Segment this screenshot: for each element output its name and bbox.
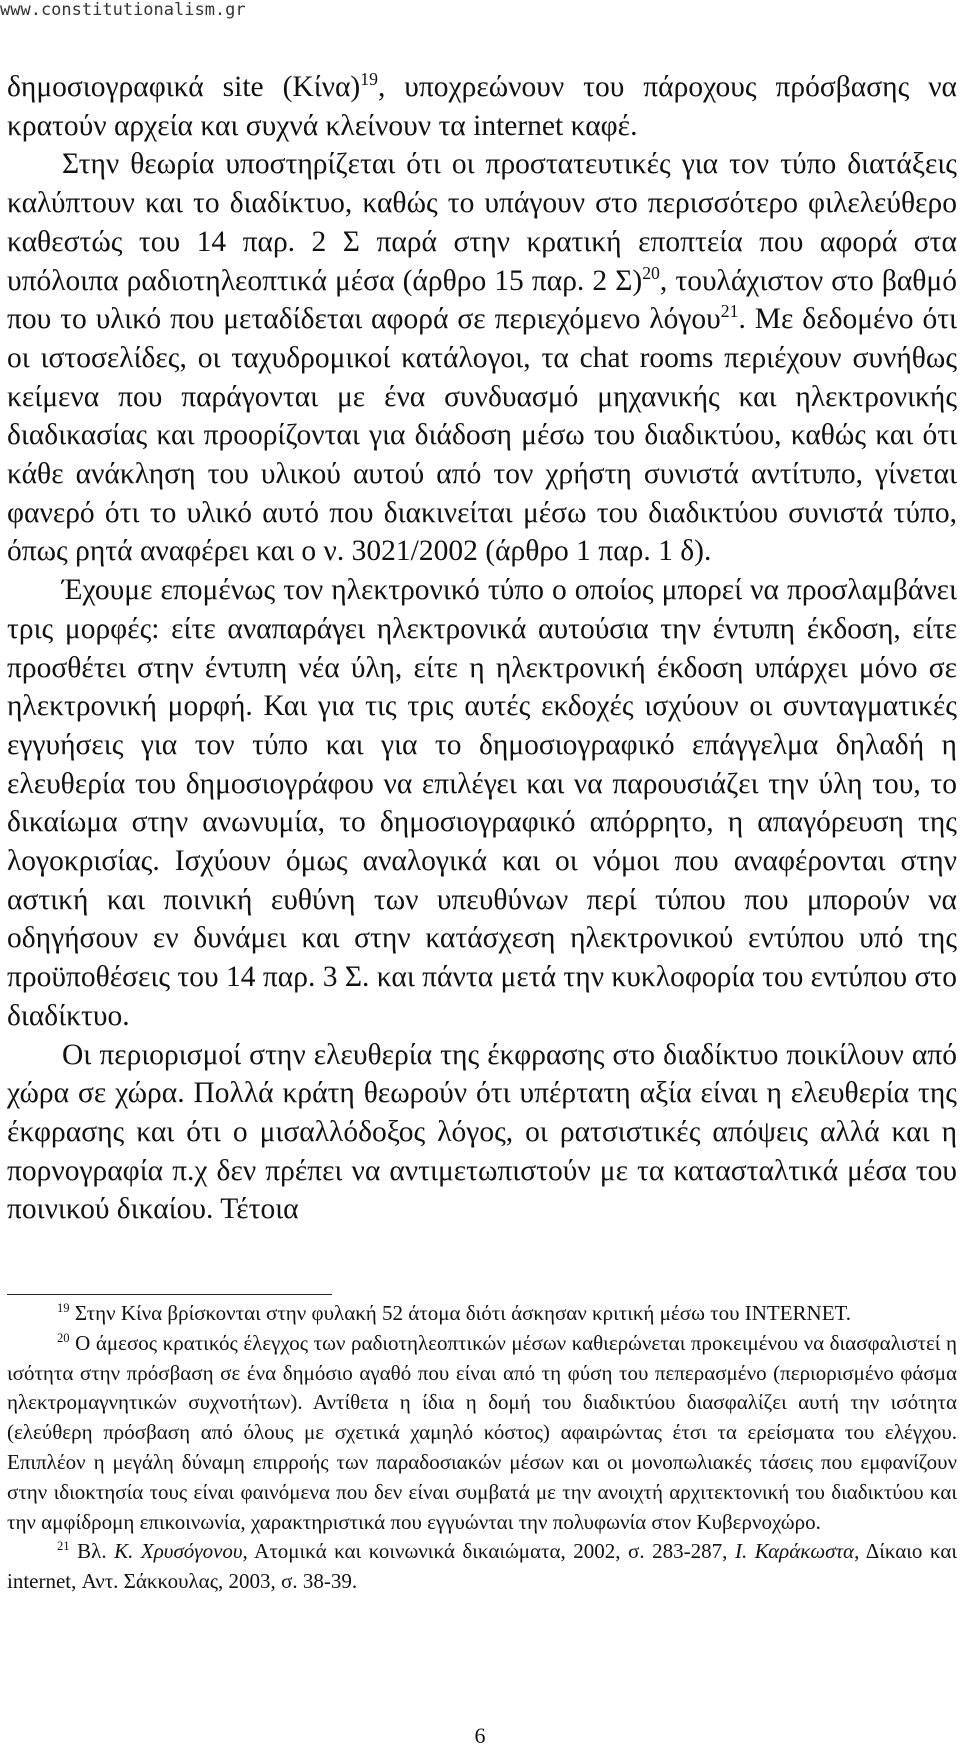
footnote xyxy=(7,1299,957,1329)
footnote xyxy=(7,1537,957,1597)
footnote xyxy=(7,1329,957,1538)
paragraph-text: δημοσιογραφικά site (Κίνα) xyxy=(7,71,361,103)
footnote-number: 20 xyxy=(57,1330,70,1345)
paragraph-text: , υποχρεώνουν του πάροχους πρόσβασης να κρατούν αρχεία και συχνά κλείνουν τα internet καφέ. xyxy=(7,71,957,142)
paragraph: Οι περιορισμοί στην ελευθερία της έκφρασης στο διαδίκτυο ποικίλουν από χώρα σε χώρα. Πολλά κράτη θεωρούν ότι υπέρτατη αξία είναι η ελευθερία της έκφρασης και ότι ο μισαλλόδοξος λόγος, οι ρατσιστικές απόψεις αλλά και η πορνογραφία π.χ δεν πρέπει να αντιμετωπιστούν με τα κατασταλτικά μέσα του ποινικού δικαίου. Τέτοια xyxy=(7,1038,957,1226)
footnote-separator xyxy=(7,1294,332,1295)
paragraph: Έχουμε επομένως τον ηλεκτρονικό τύπο ο οποίος μπορεί να προσλαμβάνει τρις μορφές: είτε αναπαράγει ηλεκτρονικά αυτούσια την έντυπη έκδοση, είτε προσθέτει στην έντυπη νέα ύλη, είτε η ηλεκτρονική έκδοση υπάρχει μόνο σε ηλεκτρονική μορφή. Και για τις τρις αυτές εκδοχές ισχύουν οι συνταγματικές εγγυήσεις για τον τύπο και για το δημοσιογραφικό επάγγελμα δηλαδή η ελευθερία του δημοσιογράφου να επιλέγει και να παρουσιάζει την ύλη του, το δικαίωμα στην ανωνυμία, το δημοσιογραφικό απόρρητο, η απαγόρευση της λογοκρισίας. Ισχύουν όμως αναλογικά και οι νόμοι που αναφέρονται στην αστική και ποινική ευθύνη των υπευθύνων περί τύπου που μπορούν να οδηγήσουν εν δυνάμει και στην κατάσχεση ηλεκτρονικού εντύπου υπό της προϋποθέσεις του 14 παρ. 3 Σ. και πάντα μετά την κυκλοφορία του εντύπου στο διαδίκτυο. xyxy=(7,574,957,1032)
paragraph xyxy=(7,68,957,145)
footnote-text: Στην Κίνα βρίσκονται στην φυλακή 52 άτομα διότι άσκησαν κριτική μέσω του INTERNET. xyxy=(69,1301,852,1325)
footnote-ref[interactable]: 20 xyxy=(642,262,660,283)
footnote-text: , Ατομικά και κοινωνικά δικαιώματα, 2002, σ. 283-287, xyxy=(242,1539,735,1564)
footnote-number: 21 xyxy=(57,1539,70,1554)
footnote-ref[interactable]: 21 xyxy=(720,301,739,322)
footnote-number: 19 xyxy=(57,1301,70,1315)
footnote-text: Βλ. xyxy=(69,1539,115,1564)
author-name: Ι. Καράκωστα xyxy=(734,1539,855,1564)
footnotes xyxy=(7,1299,957,1597)
footnote-text: , Δίκαιο και internet, Αντ. Σάκκουλας, 2003, σ. 38-39. xyxy=(7,1539,957,1594)
author-name: Κ. Χρυσόγονου xyxy=(114,1539,243,1564)
footnote-ref[interactable]: 19 xyxy=(360,69,378,90)
footnote-text: Ο άμεσος κρατικός έλεγχος των ραδιοτηλεοπτικών μέσων καθιερώνεται προκειμένου να διασφαλιστεί η ισότητα στην πρόσβαση σε ένα δημόσιο αγαθό που είναι από τη φύση του πεπερασμένο (περιορισμένο φάσμα ηλεκτρομαγνητικών συχνοτήτων). Αντίθετα η ίδια η δομή του διαδικτύου διασφαλίζει αυτή την ισότητα (ελεύθερη πρόσβαση από όλους με σχετικά χαμηλό κόστος) αφαιρώντας έτσι τα ερείσματα του ελέγχου. Επιπλέον η μεγάλη δύναμη επιρροής των παραδοσιακών μέσων και οι μονοπωλιακές τάσεις που εμφανίζουν στην ιδιοκτησία τους είναι φαινόμενα που δεν είναι συμβατά με την ανοιχτή αρχιτεκτονική του διαδικτύου και την αμφίδρομη επικοινωνία, χαρακτηριστικά που εγγυώνται την πολυφωνία στον Κυβερνοχώρο. xyxy=(7,1330,957,1534)
paragraph xyxy=(7,145,957,571)
source-url: www.constitutionalism.gr xyxy=(0,0,246,20)
paragraph-text: , τουλάχιστον στο βαθμό που το υλικό που μεταδίδεται αφορά σε περιεχόμενο λόγου xyxy=(7,264,958,336)
paragraph-text: Στην θεωρία υποστηρίζεται ότι οι προστατευτικές για τον τύπο διατάξεις καλύπτουν και το διαδίκτυο, καθώς το υπάγουν στο περισσότερο φιλελεύθερο καθεστώς του 14 παρ. 2 Σ παρά στην κρατική εποπτεία που αφορά στα υπόλοιπα ραδιοτηλεοπτικά μέσα (άρθρο 15 παρ. 2 Σ) xyxy=(7,148,957,297)
paragraph-text: . Με δεδομένο ότι οι ιστοσελίδες, οι ταχυδρομικοί κατάλογοι, τα chat rooms περιέχουν συνήθως κείμενα που παράγονται με ένα συνδυασμό μηχανικής και ηλεκτρονικής διαδικασίας και προορίζονται για διάδοση μέσω του διαδικτύου, καθώς και ότι κάθε ανάκληση του υλικού αυτού από τον χρήστη συνιστά αντίτυπο, γίνεται φανερό ότι το υλικό αυτό που διακινείται μέσω του διαδικτύου συνιστά τύπο, όπως ρητά αναφέρει και ο ν. 3021/2002 (άρθρο 1 παρ. 1 δ). xyxy=(7,303,957,568)
page-number: 6 xyxy=(474,1723,486,1748)
main-text xyxy=(7,68,957,1229)
